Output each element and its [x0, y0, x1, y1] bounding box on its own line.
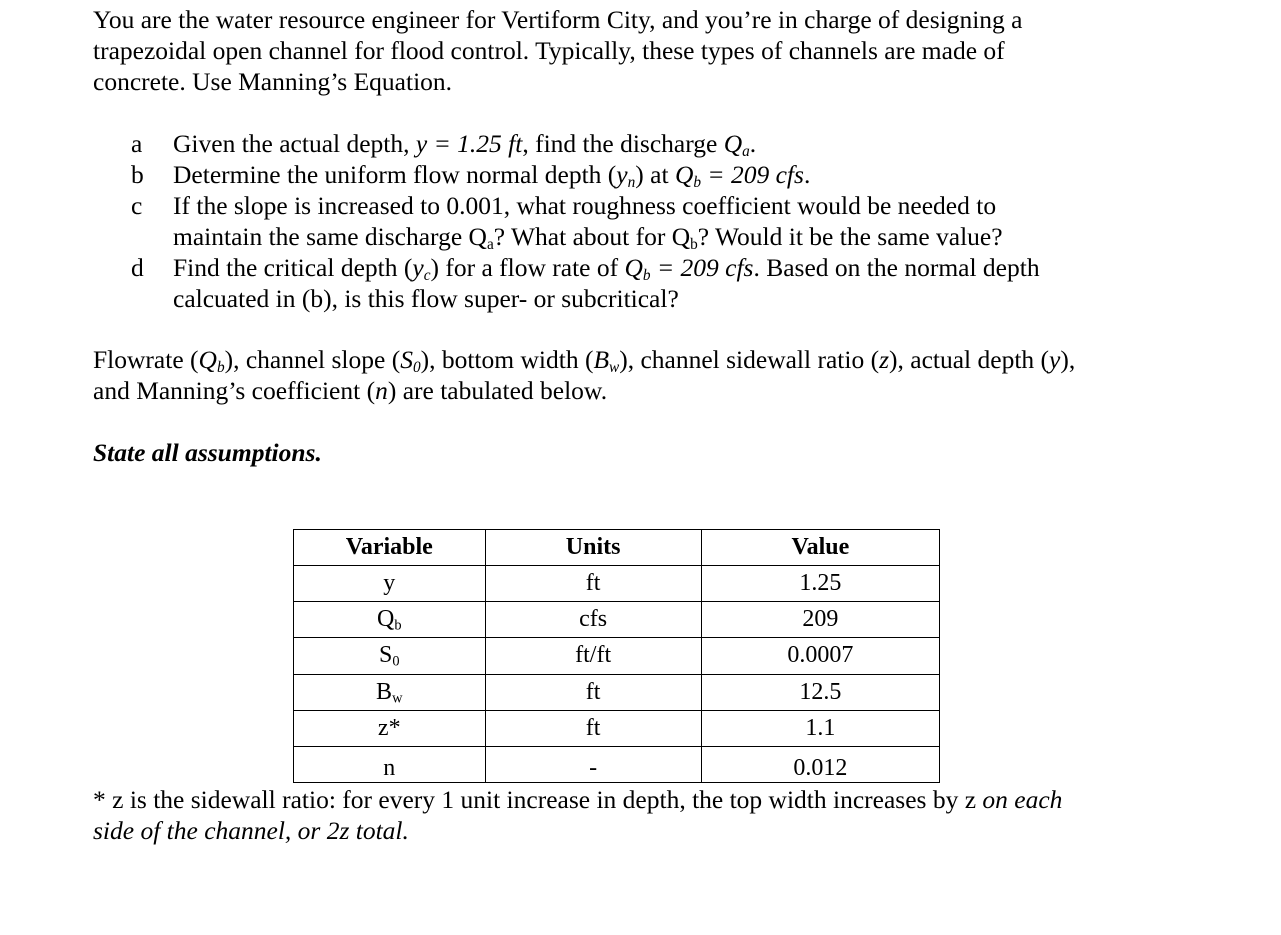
cell-sub: w [392, 690, 403, 707]
math-sub: b [690, 235, 698, 253]
text-run: * z is the sidewall ratio: for every 1 unit increase in depth, the top width increases by z [93, 785, 983, 814]
math-var: z [879, 345, 890, 374]
text-run: Flowrate ( [93, 345, 199, 374]
question-text [173, 190, 1003, 252]
math-var: B [593, 345, 610, 374]
text-run: and Manning’s coefficient ( [93, 376, 376, 405]
variables-paragraph [93, 344, 1075, 406]
text-run: ? What about for Q [493, 222, 691, 251]
table-cell-variable [294, 602, 486, 638]
math-sub: b [216, 358, 225, 376]
text-run: , find the discharge [522, 129, 724, 158]
question-letter: b [131, 160, 144, 189]
intro-line: trapezoidal open channel for flood control. Typically, these types of channels are made of [93, 36, 1005, 65]
table-cell-value: 0.0007 [701, 638, 939, 674]
table-cell-value: 0.012 [701, 746, 939, 782]
math-var: Q [198, 345, 217, 374]
intro-line: You are the water resource engineer for Vertiform City, and you’re in charge of designing a [93, 5, 1023, 34]
intro-line: concrete. Use Manning’s Equation. [93, 67, 453, 96]
math-var: Q [624, 253, 643, 282]
math-var: Q [674, 160, 694, 189]
table-row [294, 638, 940, 674]
text-line [173, 221, 1003, 252]
math-sub: c [423, 266, 431, 284]
cell-text: Q [376, 606, 395, 633]
cell-text: S [378, 642, 393, 669]
table-cell-units: ft [485, 710, 701, 746]
text-line: side of the channel, or 2z total. [93, 816, 409, 845]
question-letter: c [131, 191, 143, 220]
text-run: . [749, 129, 757, 158]
math-sub: a [742, 142, 750, 160]
math-var: y [1049, 345, 1061, 374]
text-run: . [803, 160, 811, 189]
table-cell-units: ft [485, 674, 701, 710]
math-eq: = 209 cfs [701, 160, 804, 189]
table-header-row [294, 530, 940, 566]
math-var: y [415, 129, 428, 158]
table-cell-units: ft [485, 566, 701, 602]
question-letter: d [131, 253, 144, 282]
math-var: y [616, 160, 628, 189]
text-run: ) for a flow rate of [430, 253, 625, 282]
math-var: Q [723, 129, 743, 158]
text-run: maintain the same discharge Q [173, 222, 487, 251]
table-row [294, 602, 940, 638]
text-line [93, 375, 1075, 406]
table-header: Value [701, 530, 939, 566]
math-var: y [412, 253, 424, 282]
table-cell-value: 1.25 [701, 566, 939, 602]
text-line: calcuated in (b), is this flow super- or subcritical? [173, 284, 679, 313]
text-line: If the slope is increased to 0.001, what roughness coefficient would be needed to [173, 191, 997, 220]
question-letter: a [131, 129, 143, 158]
assumptions-note: State all assumptions. [93, 438, 322, 467]
text-run: ), channel slope ( [224, 345, 401, 374]
table-footnote [93, 784, 1062, 846]
table-row [294, 674, 940, 710]
table-cell-value: 209 [701, 602, 939, 638]
table-cell-units: cfs [485, 602, 701, 638]
text-run: ), channel sidewall ratio ( [619, 345, 880, 374]
math-eq: = 1.25 ft [427, 129, 523, 158]
math-sub: b [693, 173, 702, 191]
cell-text: z* [377, 714, 401, 741]
cell-sub: 0 [392, 654, 400, 671]
math-sub: a [486, 235, 494, 253]
text-run: ), bottom width ( [420, 345, 594, 374]
text-run: . Based on the normal depth [753, 253, 1040, 282]
math-sub: n [627, 173, 636, 191]
table-row [294, 710, 940, 746]
text-run: Given the actual depth, [173, 129, 416, 158]
text-run: Determine the uniform flow normal depth ( [173, 160, 617, 189]
intro-paragraph [93, 4, 1023, 97]
table-cell-variable [294, 566, 486, 602]
math-eq: = 209 cfs [650, 253, 754, 282]
math-var: S [400, 345, 413, 374]
question-text [173, 128, 756, 159]
math-sub: b [642, 266, 651, 284]
table-cell-variable [294, 746, 486, 782]
question-text [173, 252, 1040, 314]
text-run: ) are tabulated below. [387, 376, 608, 405]
math-var: n [375, 376, 388, 405]
table-cell-value: 1.1 [701, 710, 939, 746]
text-run: ? Would it be the same value? [697, 222, 1003, 251]
table-header: Units [485, 530, 701, 566]
table-header: Variable [294, 530, 486, 566]
table-cell-variable [294, 710, 486, 746]
text-run: ), actual depth ( [889, 345, 1050, 374]
table-row [294, 746, 940, 782]
table-cell-variable [294, 638, 486, 674]
text-line [173, 252, 1040, 283]
table-cell-units: - [485, 746, 701, 782]
table-row [294, 566, 940, 602]
cell-text: n [383, 755, 396, 781]
text-run-italic: on each [982, 785, 1063, 814]
text-line [93, 784, 1062, 815]
math-sub: w [609, 358, 620, 376]
math-sub: 0 [412, 358, 421, 376]
table-cell-units: ft/ft [485, 638, 701, 674]
table-cell-variable [294, 674, 486, 710]
table-cell-value: 12.5 [701, 674, 939, 710]
cell-text: y [383, 570, 396, 597]
text-run: ) at [635, 160, 675, 189]
variables-table [293, 529, 940, 783]
text-line [93, 344, 1075, 375]
question-text [173, 159, 810, 190]
cell-sub: b [394, 617, 402, 634]
text-run: Find the critical depth ( [173, 253, 413, 282]
text-run: ), [1060, 345, 1076, 374]
cell-text: B [376, 678, 393, 705]
